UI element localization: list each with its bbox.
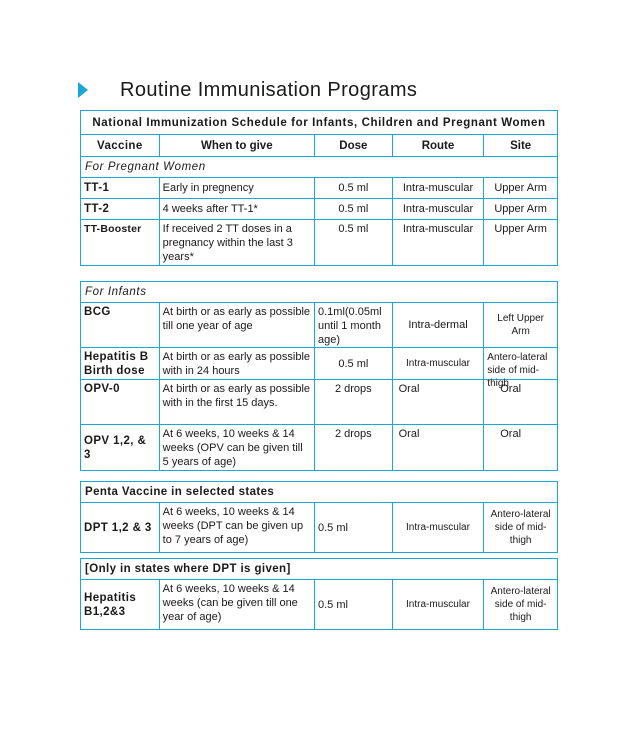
route: Oral <box>392 425 484 470</box>
table-title: National Immunization Schedule for Infants, Children and Pregnant Women <box>92 117 546 129</box>
schedule-table-penta <box>80 481 558 553</box>
site: Antero-lateral side of mid-thigh <box>483 348 557 379</box>
route: Intra-muscular <box>392 580 484 629</box>
site: Oral <box>483 425 557 470</box>
col-header-when: When to give <box>159 135 314 156</box>
col-header-route: Route <box>392 135 484 156</box>
schedule-table-infants <box>80 281 558 471</box>
vaccine-name: TT-2 <box>84 203 110 215</box>
dose: 0.1ml(0.05ml until 1 month age) <box>314 303 392 347</box>
when-to-give: At 6 weeks, 10 weeks & 14 weeks (OPV can be given till 5 years of age) <box>159 425 314 470</box>
page-heading <box>78 76 417 104</box>
vaccine-name: DPT 1,2 & 3 <box>84 521 152 534</box>
section-penta: Penta Vaccine in selected states <box>85 486 275 498</box>
site: Upper Arm <box>483 220 557 265</box>
table-header-row <box>81 134 557 156</box>
site: Left Upper Arm <box>483 303 557 347</box>
vaccine-name: Hepatitis B Birth dose <box>84 351 149 377</box>
site: Upper Arm <box>483 178 557 198</box>
route: Intra-muscular <box>392 199 484 219</box>
when-to-give: 4 weeks after TT-1* <box>159 199 314 219</box>
col-header-dose: Dose <box>314 135 392 156</box>
route: Intra-muscular <box>392 503 484 552</box>
schedule-table-pregnant <box>80 110 558 266</box>
vaccine-name: TT-1 <box>84 182 110 194</box>
table-row <box>81 177 557 198</box>
table-row <box>81 424 557 470</box>
when-to-give: At 6 weeks, 10 weeks & 14 weeks (DPT can be given up to 7 years of age) <box>159 503 314 552</box>
when-to-give: Early in pregnency <box>159 178 314 198</box>
site: Antero-lateral side of mid-thigh <box>483 503 557 552</box>
route: Intra-muscular <box>392 178 484 198</box>
section-pregnant-women: For Pregnant Women <box>81 156 557 177</box>
vaccine-name: OPV 1,2, & 3 <box>84 434 147 461</box>
dose: 0.5 ml <box>314 220 392 265</box>
col-header-vaccine: Vaccine <box>97 140 143 152</box>
dose: 0.5 ml <box>314 348 392 379</box>
when-to-give: At birth or as early as possible with in the first 15 days. <box>159 380 314 424</box>
site: Antero-lateral side of mid-thigh <box>483 580 557 629</box>
dose: 0.5 ml <box>314 503 392 552</box>
when-to-give: At birth or as early as possible till one year of age <box>159 303 314 347</box>
schedule-table-dpt-states <box>80 558 558 630</box>
vaccine-name: TT-Booster <box>84 223 142 235</box>
dose: 2 drops <box>314 425 392 470</box>
section-dpt-states: [Only in states where DPT is given] <box>85 563 291 575</box>
table-row <box>81 198 557 219</box>
dose: 0.5 ml <box>314 199 392 219</box>
col-header-site: Site <box>483 135 557 156</box>
route: Oral <box>392 380 484 424</box>
route: Intra-dermal <box>392 303 484 347</box>
vaccine-name: BCG <box>84 306 111 318</box>
table-row <box>81 302 557 347</box>
table-row <box>81 579 557 629</box>
table-row <box>81 219 557 265</box>
table-row <box>81 502 557 552</box>
table-row <box>81 379 557 424</box>
route: Intra-muscular <box>392 220 484 265</box>
vaccine-name: OPV-0 <box>84 383 120 395</box>
site: Upper Arm <box>483 199 557 219</box>
route: Intra-muscular <box>392 348 484 379</box>
dose: 2 drops <box>314 380 392 424</box>
when-to-give: If received 2 TT doses in a pregnancy within the last 3 years* <box>159 220 314 265</box>
vaccine-name: Hepatitis B1,2&3 <box>84 591 137 618</box>
bullet-arrow-icon <box>78 82 88 98</box>
heading-title: Routine Immunisation Programs <box>120 78 418 101</box>
site: Oral <box>483 380 557 424</box>
when-to-give: At 6 weeks, 10 weeks & 14 weeks (can be given till one year of age) <box>159 580 314 629</box>
dose: 0.5 ml <box>314 580 392 629</box>
when-to-give: At birth or as early as possible with in 24 hours <box>159 348 314 379</box>
dose: 0.5 ml <box>314 178 392 198</box>
section-infants: For Infants <box>85 286 147 298</box>
